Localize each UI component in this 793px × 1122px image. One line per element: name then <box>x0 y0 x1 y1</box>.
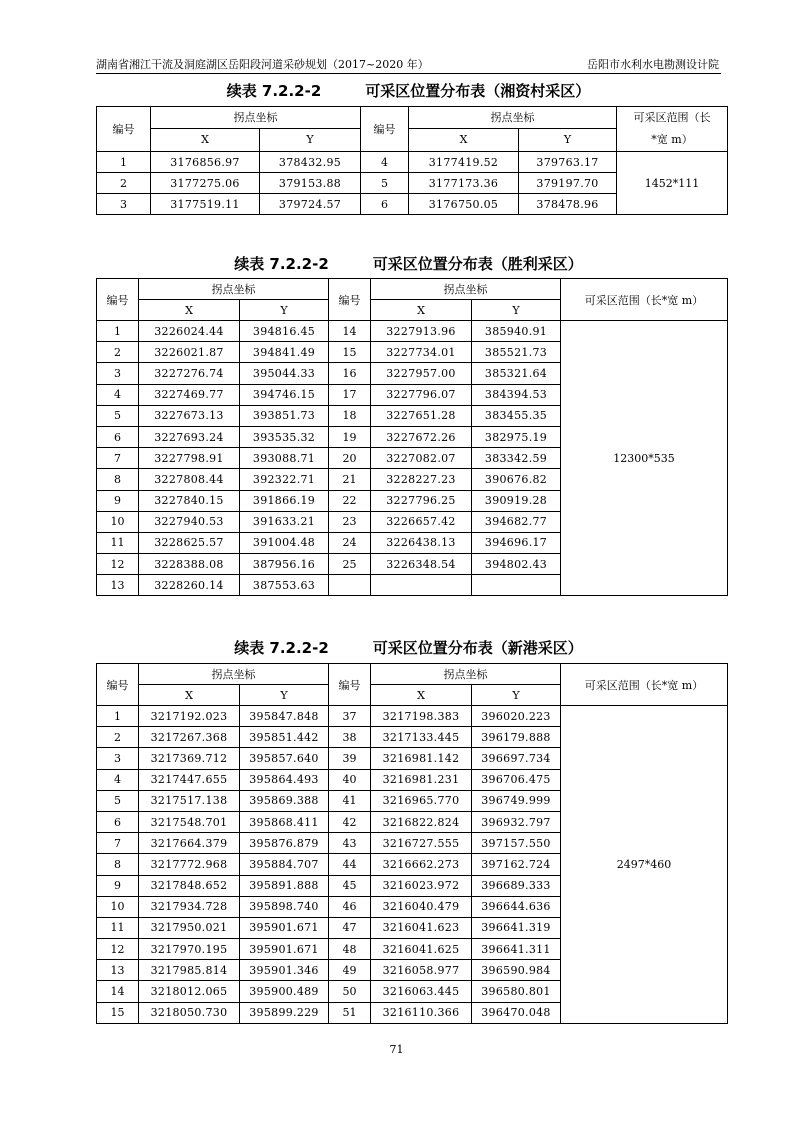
table-xiangzicun <box>96 106 728 215</box>
row-id: 18 <box>329 405 371 426</box>
header-range-line2: *宽 m） <box>651 133 693 146</box>
coord-x: 3226438.13 <box>371 532 472 553</box>
coord-y: 378432.95 <box>260 152 361 173</box>
coord-x: 3228388.08 <box>139 554 240 575</box>
row-id: 1 <box>97 321 139 342</box>
coord-x: 3217517.138 <box>139 790 240 811</box>
coord-x: 3227796.25 <box>371 490 472 511</box>
coord-x: 3217664.379 <box>139 833 240 854</box>
coord-x: 3217198.383 <box>371 706 472 727</box>
coord-y: 379197.70 <box>519 173 617 194</box>
running-header <box>96 55 721 74</box>
coord-x: 3217772.968 <box>139 854 240 875</box>
coord-x: 3227798.91 <box>139 448 240 469</box>
row-id: 11 <box>97 917 139 938</box>
header-coords: 拐点坐标 <box>139 279 329 300</box>
row-id: 12 <box>97 939 139 960</box>
coord-x: 3216041.625 <box>371 939 472 960</box>
coord-x: 3228260.14 <box>139 575 240 596</box>
coord-x: 3176856.97 <box>151 152 260 173</box>
row-id: 13 <box>97 575 139 596</box>
row-id <box>329 575 371 596</box>
table-row <box>97 152 728 173</box>
coord-y: 391633.21 <box>240 511 329 532</box>
coord-y: 396689.333 <box>472 875 561 896</box>
coord-x: 3228227.23 <box>371 469 472 490</box>
header-coords: 拐点坐标 <box>151 107 361 129</box>
coord-x: 3226348.54 <box>371 554 472 575</box>
row-id: 41 <box>329 790 371 811</box>
coord-y: 379763.17 <box>519 152 617 173</box>
coord-x: 3177419.52 <box>409 152 519 173</box>
header-id: 编号 <box>97 279 139 321</box>
coord-x: 3217950.021 <box>139 917 240 938</box>
coord-x: 3217447.655 <box>139 769 240 790</box>
row-id: 5 <box>97 405 139 426</box>
coord-y: 394802.43 <box>472 554 561 575</box>
coord-y: 382975.19 <box>472 426 561 447</box>
row-id: 17 <box>329 384 371 405</box>
row-id: 10 <box>97 511 139 532</box>
coord-x: 3228625.57 <box>139 532 240 553</box>
coord-x: 3227957.00 <box>371 363 472 384</box>
coord-x: 3227082.07 <box>371 448 472 469</box>
coord-y: 396644.636 <box>472 896 561 917</box>
coord-x: 3227940.53 <box>139 511 240 532</box>
row-id: 46 <box>329 896 371 917</box>
coord-y: 396179.888 <box>472 727 561 748</box>
coord-x: 3217267.368 <box>139 727 240 748</box>
coord-y: 396697.734 <box>472 748 561 769</box>
header-range: 可采区范围（长*宽 m） <box>561 279 728 321</box>
coord-y: 395901.671 <box>240 939 329 960</box>
coord-y: 395900.489 <box>240 981 329 1002</box>
coord-x: 3216063.445 <box>371 981 472 1002</box>
coord-x: 3216727.555 <box>371 833 472 854</box>
row-id: 20 <box>329 448 371 469</box>
coord-y: 383455.35 <box>472 405 561 426</box>
coord-y: 393088.71 <box>240 448 329 469</box>
table-caption-number: 续表 7.2.2-2 <box>226 82 322 100</box>
coord-y: 397162.724 <box>472 854 561 875</box>
header-left-title: 湖南省湘江干流及洞庭湖区岳阳段河道采砂规划（2017~2020 年） <box>96 58 429 71</box>
coord-x: 3217133.445 <box>371 727 472 748</box>
coord-y: 379724.57 <box>260 194 361 215</box>
header-x: X <box>139 685 240 706</box>
row-id: 16 <box>329 363 371 384</box>
coord-x: 3226657.42 <box>371 511 472 532</box>
coord-y: 396590.984 <box>472 960 561 981</box>
coord-y: 383342.59 <box>472 448 561 469</box>
table-shengli <box>96 278 728 596</box>
row-id: 19 <box>329 426 371 447</box>
header-x: X <box>371 685 472 706</box>
row-id: 23 <box>329 511 371 532</box>
row-id: 6 <box>361 194 409 215</box>
coord-y: 387553.63 <box>240 575 329 596</box>
coord-x: 3217548.701 <box>139 811 240 832</box>
coord-y: 396706.475 <box>472 769 561 790</box>
coord-x: 3177519.11 <box>151 194 260 215</box>
table-caption-number: 续表 7.2.2-2 <box>234 255 329 273</box>
coord-x: 3227840.15 <box>139 490 240 511</box>
table-caption-text: 可采区位置分布表（新港采区） <box>372 639 583 657</box>
coord-x: 3216023.972 <box>371 875 472 896</box>
row-id: 47 <box>329 917 371 938</box>
coord-x: 3218050.730 <box>139 1002 240 1023</box>
table-row <box>97 321 728 342</box>
row-id: 9 <box>97 490 139 511</box>
row-id: 4 <box>361 152 409 173</box>
row-id: 10 <box>97 896 139 917</box>
coord-y: 395869.388 <box>240 790 329 811</box>
row-id: 25 <box>329 554 371 575</box>
coord-y: 395901.671 <box>240 917 329 938</box>
coord-y: 394746.15 <box>240 384 329 405</box>
header-coords: 拐点坐标 <box>139 664 329 685</box>
coord-x: 3218012.065 <box>139 981 240 1002</box>
coord-y: 384394.53 <box>472 384 561 405</box>
header-range <box>617 107 728 152</box>
row-id: 11 <box>97 532 139 553</box>
row-id: 2 <box>97 342 139 363</box>
table-caption <box>96 80 721 101</box>
header-coords: 拐点坐标 <box>371 664 561 685</box>
coord-y: 393535.32 <box>240 426 329 447</box>
coord-y: 395884.707 <box>240 854 329 875</box>
coord-y: 393851.73 <box>240 405 329 426</box>
header-coords: 拐点坐标 <box>409 107 617 129</box>
coord-x: 3216662.273 <box>371 854 472 875</box>
coord-x: 3176750.05 <box>409 194 519 215</box>
coord-x: 3217192.023 <box>139 706 240 727</box>
row-id: 14 <box>329 321 371 342</box>
coord-y: 396020.223 <box>472 706 561 727</box>
coord-y: 395864.493 <box>240 769 329 790</box>
coord-x: 3227734.01 <box>371 342 472 363</box>
coord-y: 385940.91 <box>472 321 561 342</box>
coord-x <box>371 575 472 596</box>
row-id: 15 <box>97 1002 139 1023</box>
coord-x: 3227808.44 <box>139 469 240 490</box>
coord-x: 3216822.824 <box>371 811 472 832</box>
coord-y: 395868.411 <box>240 811 329 832</box>
coord-y: 395901.346 <box>240 960 329 981</box>
row-id: 6 <box>97 426 139 447</box>
header-id: 编号 <box>329 664 371 706</box>
range-value: 12300*535 <box>561 321 728 596</box>
header-id: 编号 <box>329 279 371 321</box>
row-id: 3 <box>97 194 151 215</box>
row-id: 8 <box>97 854 139 875</box>
header-y: Y <box>260 128 361 151</box>
coord-y: 395876.879 <box>240 833 329 854</box>
coord-y: 394696.17 <box>472 532 561 553</box>
coord-y: 378478.96 <box>519 194 617 215</box>
coord-y: 395891.888 <box>240 875 329 896</box>
range-value: 1452*111 <box>617 152 728 215</box>
table-caption <box>96 637 721 658</box>
header-y: Y <box>519 128 617 151</box>
coord-y: 395857.640 <box>240 748 329 769</box>
coord-y: 396749.999 <box>472 790 561 811</box>
row-id: 2 <box>97 727 139 748</box>
header-x: X <box>139 300 240 321</box>
header-id: 编号 <box>361 107 409 152</box>
row-id: 51 <box>329 1002 371 1023</box>
range-value: 2497*460 <box>561 706 728 1024</box>
coord-x: 3227469.77 <box>139 384 240 405</box>
coord-y: 390676.82 <box>472 469 561 490</box>
coord-y: 392322.71 <box>240 469 329 490</box>
row-id: 14 <box>97 981 139 1002</box>
header-right-org: 岳阳市水利水电勘测设计院 <box>587 58 719 71</box>
row-id: 44 <box>329 854 371 875</box>
row-id: 43 <box>329 833 371 854</box>
coord-y: 395899.229 <box>240 1002 329 1023</box>
coord-x: 3216965.770 <box>371 790 472 811</box>
row-id: 9 <box>97 875 139 896</box>
header-y: Y <box>240 300 329 321</box>
coord-y: 397157.550 <box>472 833 561 854</box>
coord-x: 3216981.142 <box>371 748 472 769</box>
row-id: 45 <box>329 875 371 896</box>
coord-x: 3226024.44 <box>139 321 240 342</box>
row-id: 4 <box>97 384 139 405</box>
row-id: 1 <box>97 706 139 727</box>
coord-x: 3216981.231 <box>371 769 472 790</box>
row-id: 7 <box>97 833 139 854</box>
table-caption-text: 可采区位置分布表（胜利采区） <box>372 255 583 273</box>
coord-x: 3217369.712 <box>139 748 240 769</box>
row-id: 40 <box>329 769 371 790</box>
row-id: 3 <box>97 748 139 769</box>
coord-y: 394816.45 <box>240 321 329 342</box>
row-id: 3 <box>97 363 139 384</box>
coord-x: 3226021.87 <box>139 342 240 363</box>
row-id: 38 <box>329 727 371 748</box>
header-id: 编号 <box>97 107 151 152</box>
coord-x: 3217934.728 <box>139 896 240 917</box>
coord-y: 395847.848 <box>240 706 329 727</box>
coord-y: 391004.48 <box>240 532 329 553</box>
coord-y: 395898.740 <box>240 896 329 917</box>
row-id: 39 <box>329 748 371 769</box>
header-coords: 拐点坐标 <box>371 279 561 300</box>
table-xingang <box>96 663 728 1024</box>
row-id: 4 <box>97 769 139 790</box>
header-range-line1: 可采区范围（长 <box>633 111 711 124</box>
row-id: 1 <box>97 152 151 173</box>
row-id: 12 <box>97 554 139 575</box>
coord-x: 3217985.814 <box>139 960 240 981</box>
coord-y: 396580.801 <box>472 981 561 1002</box>
row-id: 7 <box>97 448 139 469</box>
coord-y: 394841.49 <box>240 342 329 363</box>
coord-y: 396470.048 <box>472 1002 561 1023</box>
header-x: X <box>151 128 260 151</box>
coord-y: 396932.797 <box>472 811 561 832</box>
coord-y: 395044.33 <box>240 363 329 384</box>
coord-x: 3216110.366 <box>371 1002 472 1023</box>
coord-y: 396641.319 <box>472 917 561 938</box>
row-id: 42 <box>329 811 371 832</box>
table-caption-number: 续表 7.2.2-2 <box>234 639 329 657</box>
row-id: 6 <box>97 811 139 832</box>
header-y: Y <box>472 685 561 706</box>
row-id: 50 <box>329 981 371 1002</box>
row-id: 2 <box>97 173 151 194</box>
header-range: 可采区范围（长*宽 m） <box>561 664 728 706</box>
coord-x: 3216058.977 <box>371 960 472 981</box>
row-id: 37 <box>329 706 371 727</box>
coord-x: 3216040.479 <box>371 896 472 917</box>
coord-y: 394682.77 <box>472 511 561 532</box>
coord-y: 396641.311 <box>472 939 561 960</box>
coord-x: 3177275.06 <box>151 173 260 194</box>
coord-y: 385321.64 <box>472 363 561 384</box>
row-id: 5 <box>361 173 409 194</box>
row-id: 24 <box>329 532 371 553</box>
coord-y: 390919.28 <box>472 490 561 511</box>
table-caption-text: 可采区位置分布表（湘资村采区） <box>365 82 591 100</box>
coord-y: 395851.442 <box>240 727 329 748</box>
header-x: X <box>371 300 472 321</box>
coord-y <box>472 575 561 596</box>
row-id: 48 <box>329 939 371 960</box>
coord-x: 3227672.26 <box>371 426 472 447</box>
table-caption <box>96 253 721 274</box>
coord-y: 379153.88 <box>260 173 361 194</box>
header-y: Y <box>472 300 561 321</box>
row-id: 49 <box>329 960 371 981</box>
coord-x: 3216041.623 <box>371 917 472 938</box>
row-id: 22 <box>329 490 371 511</box>
coord-y: 391866.19 <box>240 490 329 511</box>
header-y: Y <box>240 685 329 706</box>
row-id: 15 <box>329 342 371 363</box>
coord-x: 3227276.74 <box>139 363 240 384</box>
coord-x: 3217848.652 <box>139 875 240 896</box>
coord-x: 3217970.195 <box>139 939 240 960</box>
row-id: 13 <box>97 960 139 981</box>
coord-x: 3177173.36 <box>409 173 519 194</box>
coord-x: 3227693.24 <box>139 426 240 447</box>
coord-y: 385521.73 <box>472 342 561 363</box>
table-row <box>97 706 728 727</box>
coord-x: 3227913.96 <box>371 321 472 342</box>
row-id: 8 <box>97 469 139 490</box>
coord-x: 3227796.07 <box>371 384 472 405</box>
coord-y: 387956.16 <box>240 554 329 575</box>
page-number: 71 <box>389 1043 404 1056</box>
coord-x: 3227651.28 <box>371 405 472 426</box>
coord-x: 3227673.13 <box>139 405 240 426</box>
header-x: X <box>409 128 519 151</box>
row-id: 5 <box>97 790 139 811</box>
header-id: 编号 <box>97 664 139 706</box>
row-id: 21 <box>329 469 371 490</box>
